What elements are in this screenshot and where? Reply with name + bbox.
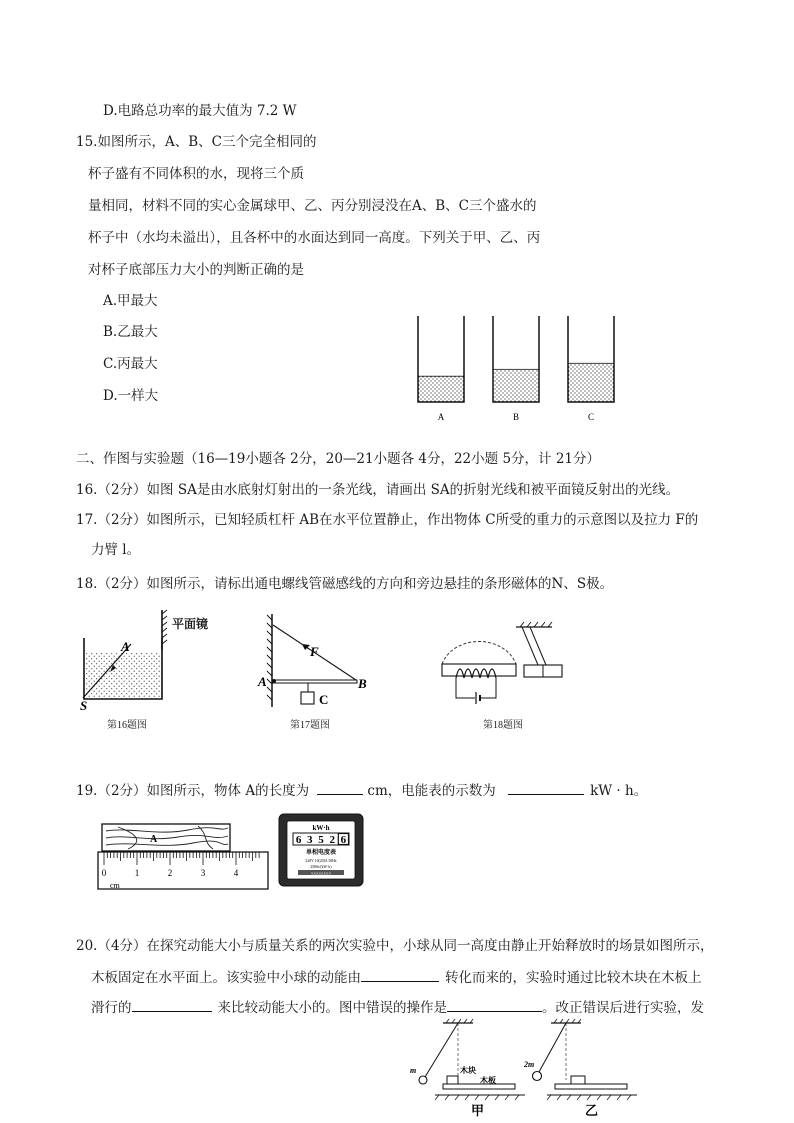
q20-blank-2[interactable] bbox=[132, 998, 212, 1012]
q15-line-3: 量相同，材料不同的实心金属球甲、乙、丙分别浸没在A、B、C三个盛水的 bbox=[88, 198, 537, 214]
q15-cup-label-A: A bbox=[437, 412, 445, 422]
q19-length-blank[interactable] bbox=[317, 781, 363, 795]
q19-block-label: A bbox=[150, 834, 158, 845]
q20-figure bbox=[405, 1020, 645, 1120]
q15-cup-label-C: C bbox=[587, 412, 595, 422]
q15-option-d: D.一样大 bbox=[103, 388, 159, 404]
q15-water-A bbox=[418, 376, 464, 402]
q19-meter-digit: 2 bbox=[329, 834, 335, 846]
q20-blank-3[interactable] bbox=[447, 998, 542, 1012]
q15-water-C bbox=[568, 363, 614, 402]
q17-lever bbox=[272, 680, 357, 683]
q15-option-a: A.甲最大 bbox=[103, 293, 158, 309]
q18-thread-2 bbox=[530, 627, 546, 665]
q18-field-line bbox=[442, 642, 516, 665]
q15-option-b: B.乙最大 bbox=[103, 324, 158, 340]
q20-string-2 bbox=[539, 1023, 566, 1072]
q19-meter-digit: 3 bbox=[307, 834, 313, 846]
q17-label-c: C bbox=[319, 692, 329, 707]
q15-line-5: 对杯子底部压力大小的判断正确的是 bbox=[88, 262, 304, 278]
q16-caption: 第16题图 bbox=[107, 720, 147, 731]
q17-label-a: A bbox=[258, 674, 267, 689]
q20-block-2 bbox=[571, 1076, 585, 1084]
q19-meter-name: 单相电度表 bbox=[305, 850, 337, 856]
q19-text-c: kW · h。 bbox=[590, 783, 648, 799]
q19-meter-digit: 6 bbox=[340, 834, 347, 846]
q18-caption: 第18题图 bbox=[483, 720, 523, 731]
q15-line-2: 杯子盛有不同体积的水，现将三个质 bbox=[88, 166, 304, 182]
q19-ruler-unit: cm bbox=[110, 881, 120, 890]
q20-string-1 bbox=[425, 1023, 458, 1077]
q17-text: 17.（2分）如图所示，已知轻质杠杆 AB在水平位置静止，作出物体 C所受的重力的示意图以及拉力 F的 bbox=[76, 512, 699, 528]
q20-line-2b: 转化而来的，实验时通过比较木块在木板上 bbox=[445, 970, 702, 986]
q19-ruler-label-2: 2 bbox=[167, 868, 173, 878]
q20-label-2m: 2m bbox=[524, 1060, 535, 1069]
q20-line-2a: 木板固定在水平面上。该实验中小球的动能由 bbox=[91, 970, 361, 986]
q20-label-board: 木板 bbox=[480, 1076, 496, 1085]
q20-label-jia: 甲 bbox=[471, 1103, 485, 1118]
q19-meter-digit: 6 bbox=[295, 834, 302, 846]
q18-text: 18.（2分）如图所示，请标出通电螺线管磁感线的方向和旁边悬挂的条形磁体的N、S极。 bbox=[76, 576, 614, 592]
q20-line-3c: 。改正错误后进行实验，发 bbox=[542, 1000, 704, 1016]
q19-ruler-figure bbox=[98, 822, 273, 892]
q19-text-b: cm，电能表的示数为 bbox=[367, 783, 496, 799]
q20-board-1 bbox=[443, 1084, 515, 1089]
q19-meter-unit: kW·h bbox=[312, 824, 330, 832]
q14-option-d: D.电路总功率的最大值为 7.2 W bbox=[103, 103, 297, 119]
q17-label-b: B bbox=[358, 676, 367, 691]
q18-ceiling-hatch bbox=[520, 622, 552, 627]
q19-text bbox=[76, 781, 647, 800]
q20-label-m: m bbox=[410, 1066, 417, 1075]
q20-label-yi: 乙 bbox=[585, 1103, 599, 1118]
q20-blank-1[interactable] bbox=[361, 968, 439, 982]
q17-object-c bbox=[301, 692, 314, 704]
q17-caption: 第17题图 bbox=[290, 720, 330, 731]
q20-line-3b: 来比较动能大小的。图中错误的操作是 bbox=[217, 1000, 447, 1016]
q17-text-2: 力臂 l。 bbox=[91, 542, 141, 558]
q20-line-2 bbox=[91, 968, 702, 987]
q19-meter-specs: 220V 10(20)A 50Hz bbox=[305, 859, 337, 863]
q17-pivot bbox=[272, 679, 276, 683]
q15-cups-figure bbox=[410, 312, 630, 427]
q20-line-1: 20.（4分）在探究动能大小与质量关系的两次实验中，小球从同一高度由静止开始释放时的场景如图所示， bbox=[76, 938, 714, 954]
q16-label-s: S bbox=[80, 698, 88, 713]
q19-meter-blank[interactable] bbox=[508, 781, 584, 795]
q15-water-B bbox=[493, 369, 539, 402]
section-2-heading: 二、作图与实验题（16—19小题各 2分，20—21小题各 4分，22小题 5分，计 21分） bbox=[76, 451, 601, 467]
q20-ground-2-hatch bbox=[547, 1095, 631, 1100]
q19-meter-maker: XXXXXXXX bbox=[310, 871, 332, 876]
q19-text-a: 19.（2分）如图所示，物体 A的长度为 bbox=[76, 783, 310, 799]
q19-meter-rate: 2500r/(kW·h) bbox=[310, 865, 332, 869]
q19-ruler-label-1: 1 bbox=[134, 868, 140, 878]
q19-electric-meter bbox=[278, 813, 364, 887]
q18-wire-left bbox=[456, 678, 475, 698]
q19-ruler-label-3: 3 bbox=[200, 868, 206, 878]
q16-label-a: A bbox=[121, 639, 130, 654]
q20-ball-2m bbox=[533, 1072, 542, 1081]
q20-line-3 bbox=[91, 998, 704, 1017]
q15-cup-label-B: B bbox=[512, 412, 520, 422]
q16-mirror-label: 平面镜 bbox=[172, 617, 209, 631]
q15-line-1: 15.如图所示，A、B、C三个完全相同的 bbox=[76, 134, 317, 150]
q20-board-2 bbox=[555, 1084, 627, 1089]
q18-wire-right bbox=[481, 678, 496, 698]
q18-figure bbox=[434, 624, 574, 704]
q17-label-f: F bbox=[310, 644, 319, 659]
q18-thread-1 bbox=[522, 627, 538, 665]
q19-ruler-label-4: 4 bbox=[233, 868, 239, 878]
q19-meter-digit: 5 bbox=[318, 834, 324, 846]
q20-line-3a: 滑行的 bbox=[91, 1000, 132, 1016]
q16-text: 16.（2分）如图 SA是由水底射灯射出的一条光线，请画出 SA的折射光线和被平面镜反射出的光线。 bbox=[76, 482, 680, 498]
q15-line-4: 杯子中（水均未溢出），且各杯中的水面达到同一高度。下列关于甲、乙、丙 bbox=[88, 230, 541, 246]
q17-figure bbox=[252, 612, 382, 707]
q20-label-block: 木块 bbox=[460, 1066, 476, 1075]
q15-option-c: C.丙最大 bbox=[103, 356, 158, 372]
q20-ball-m bbox=[419, 1076, 427, 1084]
q19-ruler-label-0: 0 bbox=[101, 868, 107, 878]
q20-ground-1-hatch bbox=[435, 1095, 519, 1100]
q20-block-1 bbox=[447, 1076, 458, 1084]
q16-water bbox=[85, 653, 162, 699]
